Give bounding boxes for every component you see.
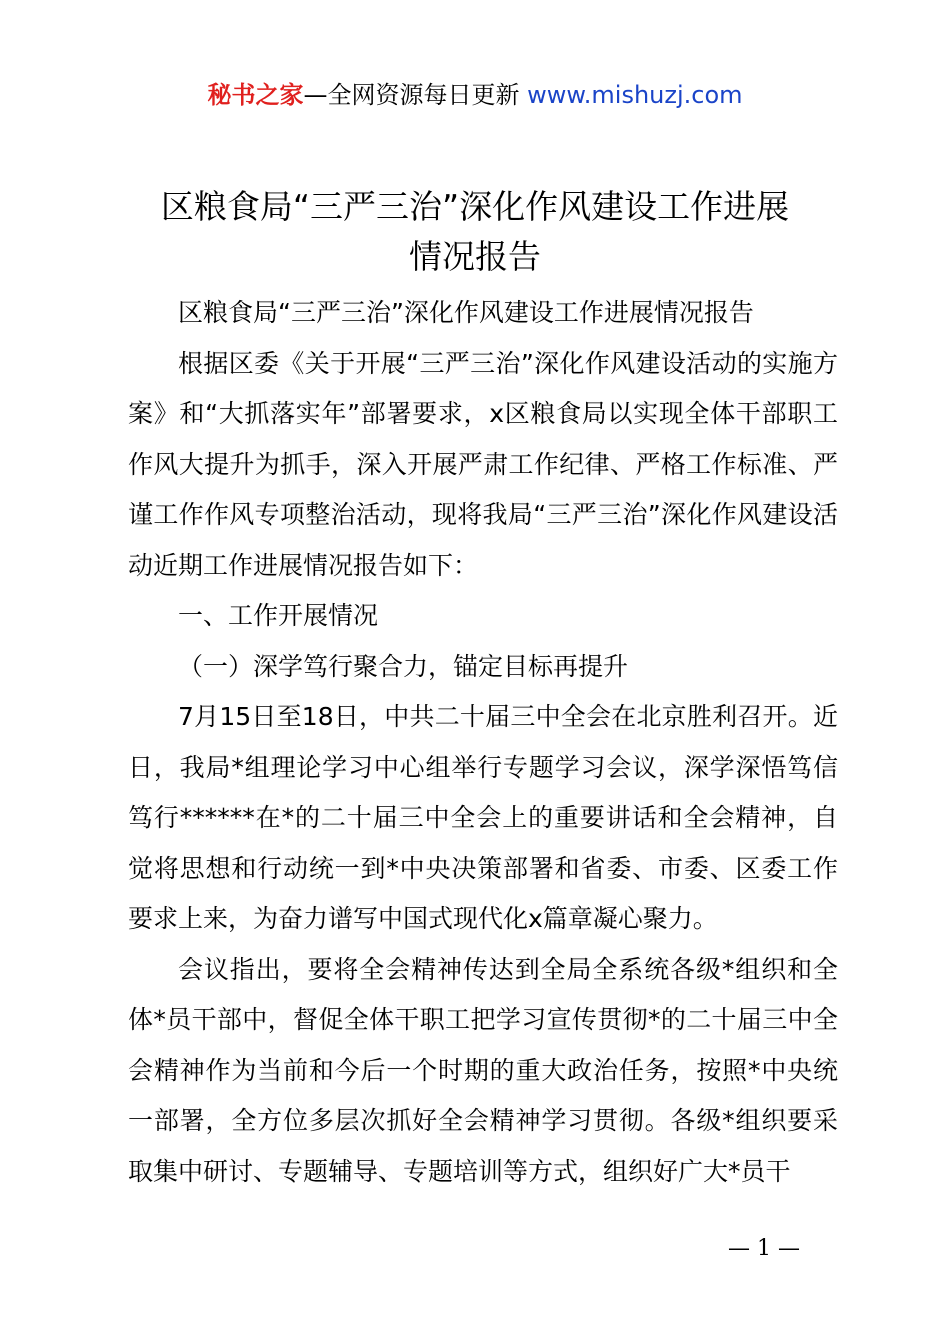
title-line-1: 区粮食局“三严三治”深化作风建设工作进展 — [160, 187, 790, 226]
subsection-heading: （一）深学笃行聚合力，锚定目标再提升 — [178, 651, 629, 681]
header-tagline: —全网资源每日更新 — [303, 81, 520, 109]
document-body — [128, 288, 838, 1197]
section-heading: 一、工作开展情况 — [178, 601, 379, 630]
body-paragraph: 7月15日至18日，中共二十届三中全会在北京胜利召开。近日，我局*组理论学习中心组举行专题学习会议，深学深悟笃信笃行******在*的二十届三中全会上的重要讲话和全会精神，自觉将思想和行动统一到*中央决策部署和省委、市委、区委工作要求上来，为奋力谱写中国式现代化x篇章凝心聚力。 — [128, 702, 838, 933]
site-url-link[interactable]: www.mishuzj.com — [527, 81, 743, 109]
document-title — [120, 182, 830, 282]
intro-paragraph: 根据区委《关于开展“三严三治”深化作风建设活动的实施方案》和“大抓落实年”部署要求，x区粮食局以实现全体干部职工作风大提升为抓手，深入开展严肃工作纪律、严格工作标准、严谨工作作风专项整治活动，现将我局“三严三治”深化作风建设活动近期工作进展情况报告如下： — [128, 348, 838, 580]
body-paragraph: 会议指出，要将全会精神传达到全局全系统各级*组织和全体*员干部中，督促全体干职工把学习宣传贯彻*的二十届三中全会精神作为当前和今后一个时期的重大政治任务，按照*中央统一部署，全方位多层次抓好全会精神学习贯彻。各级*组织要采取集中研讨、专题辅导、专题培训等方式，组织好广大*员干 — [128, 954, 838, 1186]
page-number: — 1 — — [728, 1236, 800, 1261]
subtitle-paragraph: 区粮食局“三严三治”深化作风建设工作进展情况报告 — [178, 298, 754, 327]
title-line-2: 情况报告 — [409, 237, 541, 276]
brand-name: 秘书之家 — [207, 81, 304, 109]
site-header — [0, 78, 950, 112]
